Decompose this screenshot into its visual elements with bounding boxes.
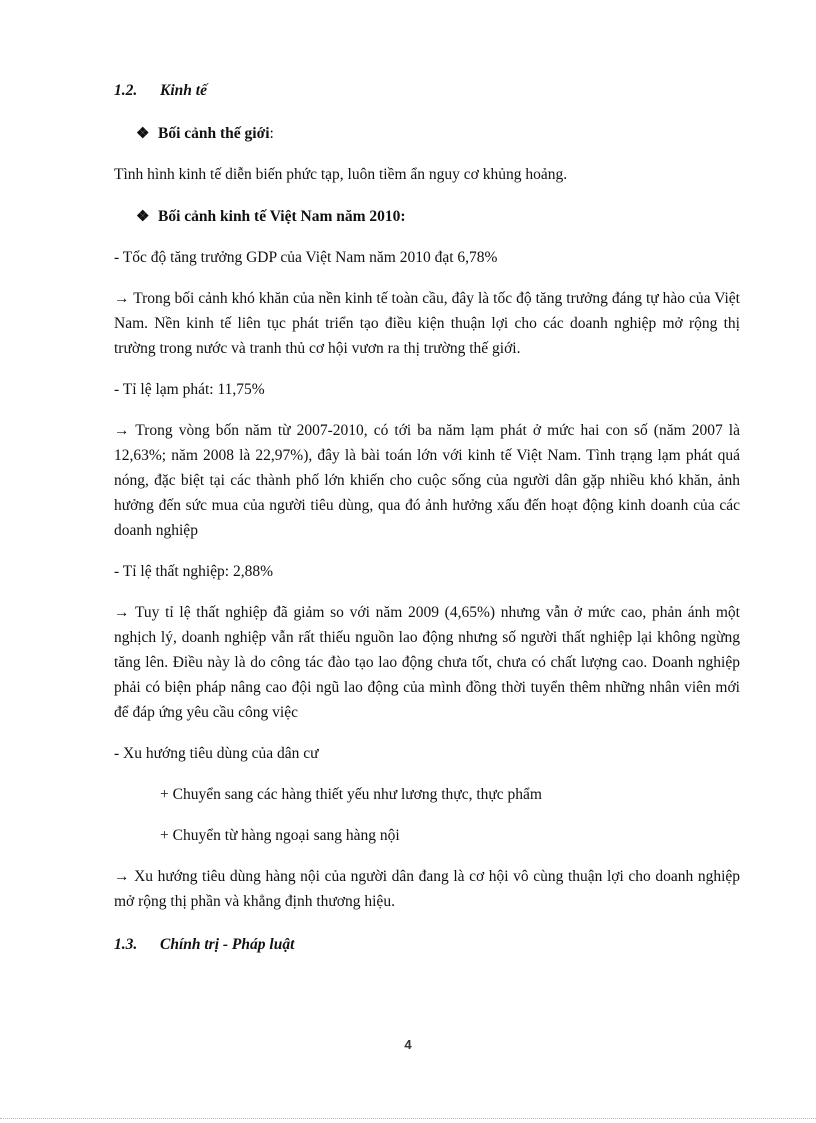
paragraph-inflation-analysis bbox=[114, 418, 740, 543]
subheading-world-context bbox=[114, 121, 740, 146]
subheading-colon: : bbox=[269, 125, 274, 142]
diamond-bullet-icon: ❖ bbox=[136, 126, 150, 142]
line-consumption: - Xu hướng tiêu dùng của dân cư bbox=[114, 745, 319, 762]
section-heading-economy bbox=[114, 78, 740, 103]
analysis-text: Trong vòng bốn năm từ 2007-2010, có tới ba năm lạm phát ở mức hai con số (năm 2007 là 12,63%; năm 2008 là 22,97%), đây là bài toán lớn với kinh tế Việt Nam. Tình trạng lạm phát quá nóng, đặc biệt tại các thành phố lớn khiến cho cuộc sống của người dân gặp nhiều khó khăn, ảnh hưởng đến sức mua của người tiêu dùng, qua đó ảnh hưởng xấu đến hoạt động kinh doanh của các doanh nghiệp bbox=[114, 422, 740, 539]
right-arrow-icon: → bbox=[114, 868, 130, 885]
paragraph-world-context: Tình hình kinh tế diễn biến phức tạp, luôn tiềm ẩn nguy cơ khủng hoảng. bbox=[114, 166, 568, 183]
section-title: Kinh tế bbox=[160, 82, 207, 99]
section-number: 1.3. bbox=[114, 936, 138, 953]
paragraph-gdp-analysis bbox=[114, 286, 740, 361]
section-number: 1.2. bbox=[114, 82, 138, 99]
line-gdp: - Tốc độ tăng trưởng GDP của Việt Nam năm 2010 đạt 6,78% bbox=[114, 249, 498, 266]
paragraph-unemployment-analysis bbox=[114, 600, 740, 725]
analysis-text: Tuy tỉ lệ thất nghiệp đã giảm so với năm 2009 (4,65%) nhưng vẫn ở mức cao, phản ánh một nghịch lý, doanh nghiệp vẫn rất thiếu nguồn lao động nhưng số người thất nghiệp lại không ngừng tăng lên. Điều này là do công tác đào tạo lao động chưa tốt, chưa có chất lượng cao. Doanh nghiệp phải có biện pháp nâng cao đội ngũ lao động của mình đồng thời tuyển thêm những nhân viên mới để đáp ứng yêu cầu công việc bbox=[114, 604, 740, 721]
subheading-vietnam-context bbox=[114, 204, 740, 229]
subheading-label: Bối cảnh kinh tế Việt Nam năm 2010: bbox=[158, 208, 406, 225]
right-arrow-icon: → bbox=[114, 290, 130, 307]
list-item-consumption-2: + Chuyển từ hàng ngoại sang hàng nội bbox=[160, 827, 400, 844]
subheading-label: Bối cảnh thế giới bbox=[158, 125, 270, 142]
right-arrow-icon: → bbox=[114, 422, 130, 439]
right-arrow-icon: → bbox=[114, 604, 130, 621]
paragraph-consumption-analysis bbox=[114, 864, 740, 914]
list-item-consumption-1: + Chuyển sang các hàng thiết yếu như lương thực, thực phẩm bbox=[160, 786, 542, 803]
line-inflation: - Tỉ lệ lạm phát: 11,75% bbox=[114, 381, 265, 398]
page-number: 4 bbox=[404, 1037, 412, 1052]
section-heading-politics bbox=[114, 932, 740, 957]
section-title: Chính trị - Pháp luật bbox=[160, 936, 295, 953]
diamond-bullet-icon: ❖ bbox=[136, 209, 150, 225]
analysis-text: Xu hướng tiêu dùng hàng nội của người dân đang là cơ hội vô cùng thuận lợi cho doanh nghiệp mở rộng thị phần và khẳng định thương hiệu. bbox=[114, 868, 741, 910]
line-unemployment: - Tỉ lệ thất nghiệp: 2,88% bbox=[114, 563, 273, 580]
page-bottom-border bbox=[0, 1118, 816, 1119]
page-content bbox=[114, 78, 740, 957]
analysis-text: Trong bối cảnh khó khăn của nền kinh tế toàn cầu, đây là tốc độ tăng trưởng đáng tự hào của Việt Nam. Nền kinh tế liên tục phát triển tạo điều kiện thuận lợi cho các doanh nghiệp mở rộng thị trường trong nước và tranh thủ cơ hội vươn ra thị trường thế giới. bbox=[114, 290, 740, 357]
